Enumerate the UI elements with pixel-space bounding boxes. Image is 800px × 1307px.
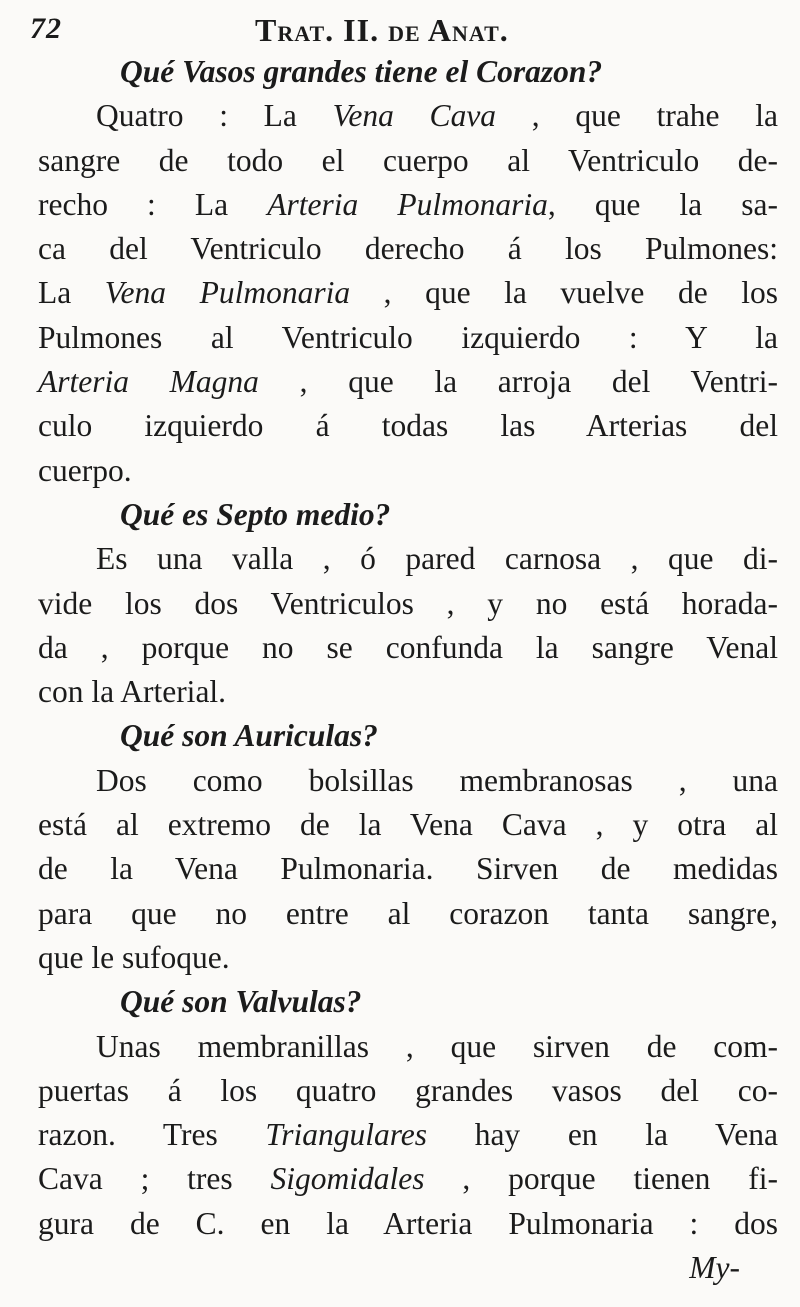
text-line	[38, 227, 778, 271]
answer-first-line	[38, 94, 778, 138]
text-line	[38, 1202, 778, 1246]
text-line	[38, 360, 778, 404]
text-run: , que la arroja del Ventri-	[258, 364, 779, 400]
question-line	[38, 980, 778, 1024]
text-run: , que la vuelve de los	[350, 275, 779, 311]
paragraph-end-line	[38, 670, 778, 714]
catchword	[38, 1246, 778, 1290]
text-line	[38, 892, 778, 936]
page-number: 72	[30, 12, 62, 45]
text-run: de la Vena Pulmonaria. Sirven de medidas	[38, 851, 778, 887]
running-head: Trat. II. de Anat.	[255, 12, 509, 48]
text-line	[38, 1157, 778, 1201]
text-run: sangre de todo el cuerpo al Ventriculo de-	[38, 142, 778, 178]
text-run: Quatro : La	[96, 98, 333, 134]
italic-term: Vena Pulmonaria	[104, 275, 351, 311]
italic-term: Arteria Magna	[38, 364, 259, 400]
italic-term: Vena Cava	[332, 98, 497, 134]
text-run: puertas á los quatro grandes vasos del co-	[38, 1072, 778, 1108]
text-line	[38, 582, 778, 626]
text-line	[38, 404, 778, 448]
text-run: para que no entre al corazon tanta sangre,	[38, 895, 778, 931]
text-run: que le sufoque.	[38, 939, 230, 975]
italic-term: Arteria Pulmonaria	[267, 186, 548, 222]
question-line	[38, 714, 778, 758]
text-run: vide los dos Ventriculos , y no está horada-	[38, 585, 778, 621]
italic-term: Sigomidales	[270, 1161, 425, 1197]
italic-term: Qué es Septo medio?	[120, 496, 391, 532]
text-run: Es una valla , ó pared carnosa , que di-	[96, 541, 778, 577]
paragraph-end-line	[38, 449, 778, 493]
italic-term: Qué Vasos grandes tiene el Corazon?	[120, 54, 603, 89]
answer-first-line	[38, 537, 778, 581]
question-line	[38, 493, 778, 537]
text-line	[38, 183, 778, 227]
text-run: ca del Ventriculo derecho á los Pulmones:	[38, 231, 778, 267]
question-line	[38, 50, 778, 94]
text-run: gura de C. en la Arteria Pulmonaria : dos	[38, 1205, 778, 1241]
text-run: , que trahe la	[496, 98, 778, 134]
text-run: Unas membranillas , que sirven de com-	[96, 1028, 778, 1064]
text-run: da , porque no se confunda la sangre Venal	[38, 629, 778, 665]
text-run: con la Arterial.	[38, 674, 227, 710]
italic-term: Qué son Valvulas?	[120, 984, 362, 1020]
text-run: Cava ; tres	[38, 1161, 271, 1197]
text-line	[38, 271, 778, 315]
text-line	[38, 316, 778, 360]
text-run: Dos como bolsillas membranosas , una	[96, 762, 778, 798]
text-line	[38, 626, 778, 670]
body-text	[38, 50, 778, 1290]
text-line	[38, 1069, 778, 1113]
text-run: recho : La	[38, 186, 268, 222]
text-run: cuerpo.	[38, 452, 132, 488]
italic-term: Triangulares	[265, 1117, 428, 1153]
paragraph-end-line	[38, 936, 778, 980]
italic-term: Qué son Auriculas?	[120, 718, 378, 754]
text-run: Pulmones al Ventriculo izquierdo : Y la	[38, 319, 778, 355]
text-line	[38, 803, 778, 847]
text-run: , porque tienen fi-	[424, 1161, 778, 1197]
text-run: razon. Tres	[38, 1117, 266, 1153]
text-run: hay en la Vena	[427, 1117, 778, 1153]
answer-first-line	[38, 759, 778, 803]
text-run: está al extremo de la Vena Cava , y otra al	[38, 807, 778, 843]
page-header	[30, 10, 760, 54]
text-run: La	[38, 275, 105, 311]
text-run: culo izquierdo á todas las Arterias del	[38, 408, 778, 444]
text-run: , que la sa-	[547, 186, 778, 222]
answer-first-line	[38, 1025, 778, 1069]
italic-term: My-	[689, 1250, 740, 1286]
text-line	[38, 1113, 778, 1157]
text-line	[38, 139, 778, 183]
text-line	[38, 847, 778, 891]
